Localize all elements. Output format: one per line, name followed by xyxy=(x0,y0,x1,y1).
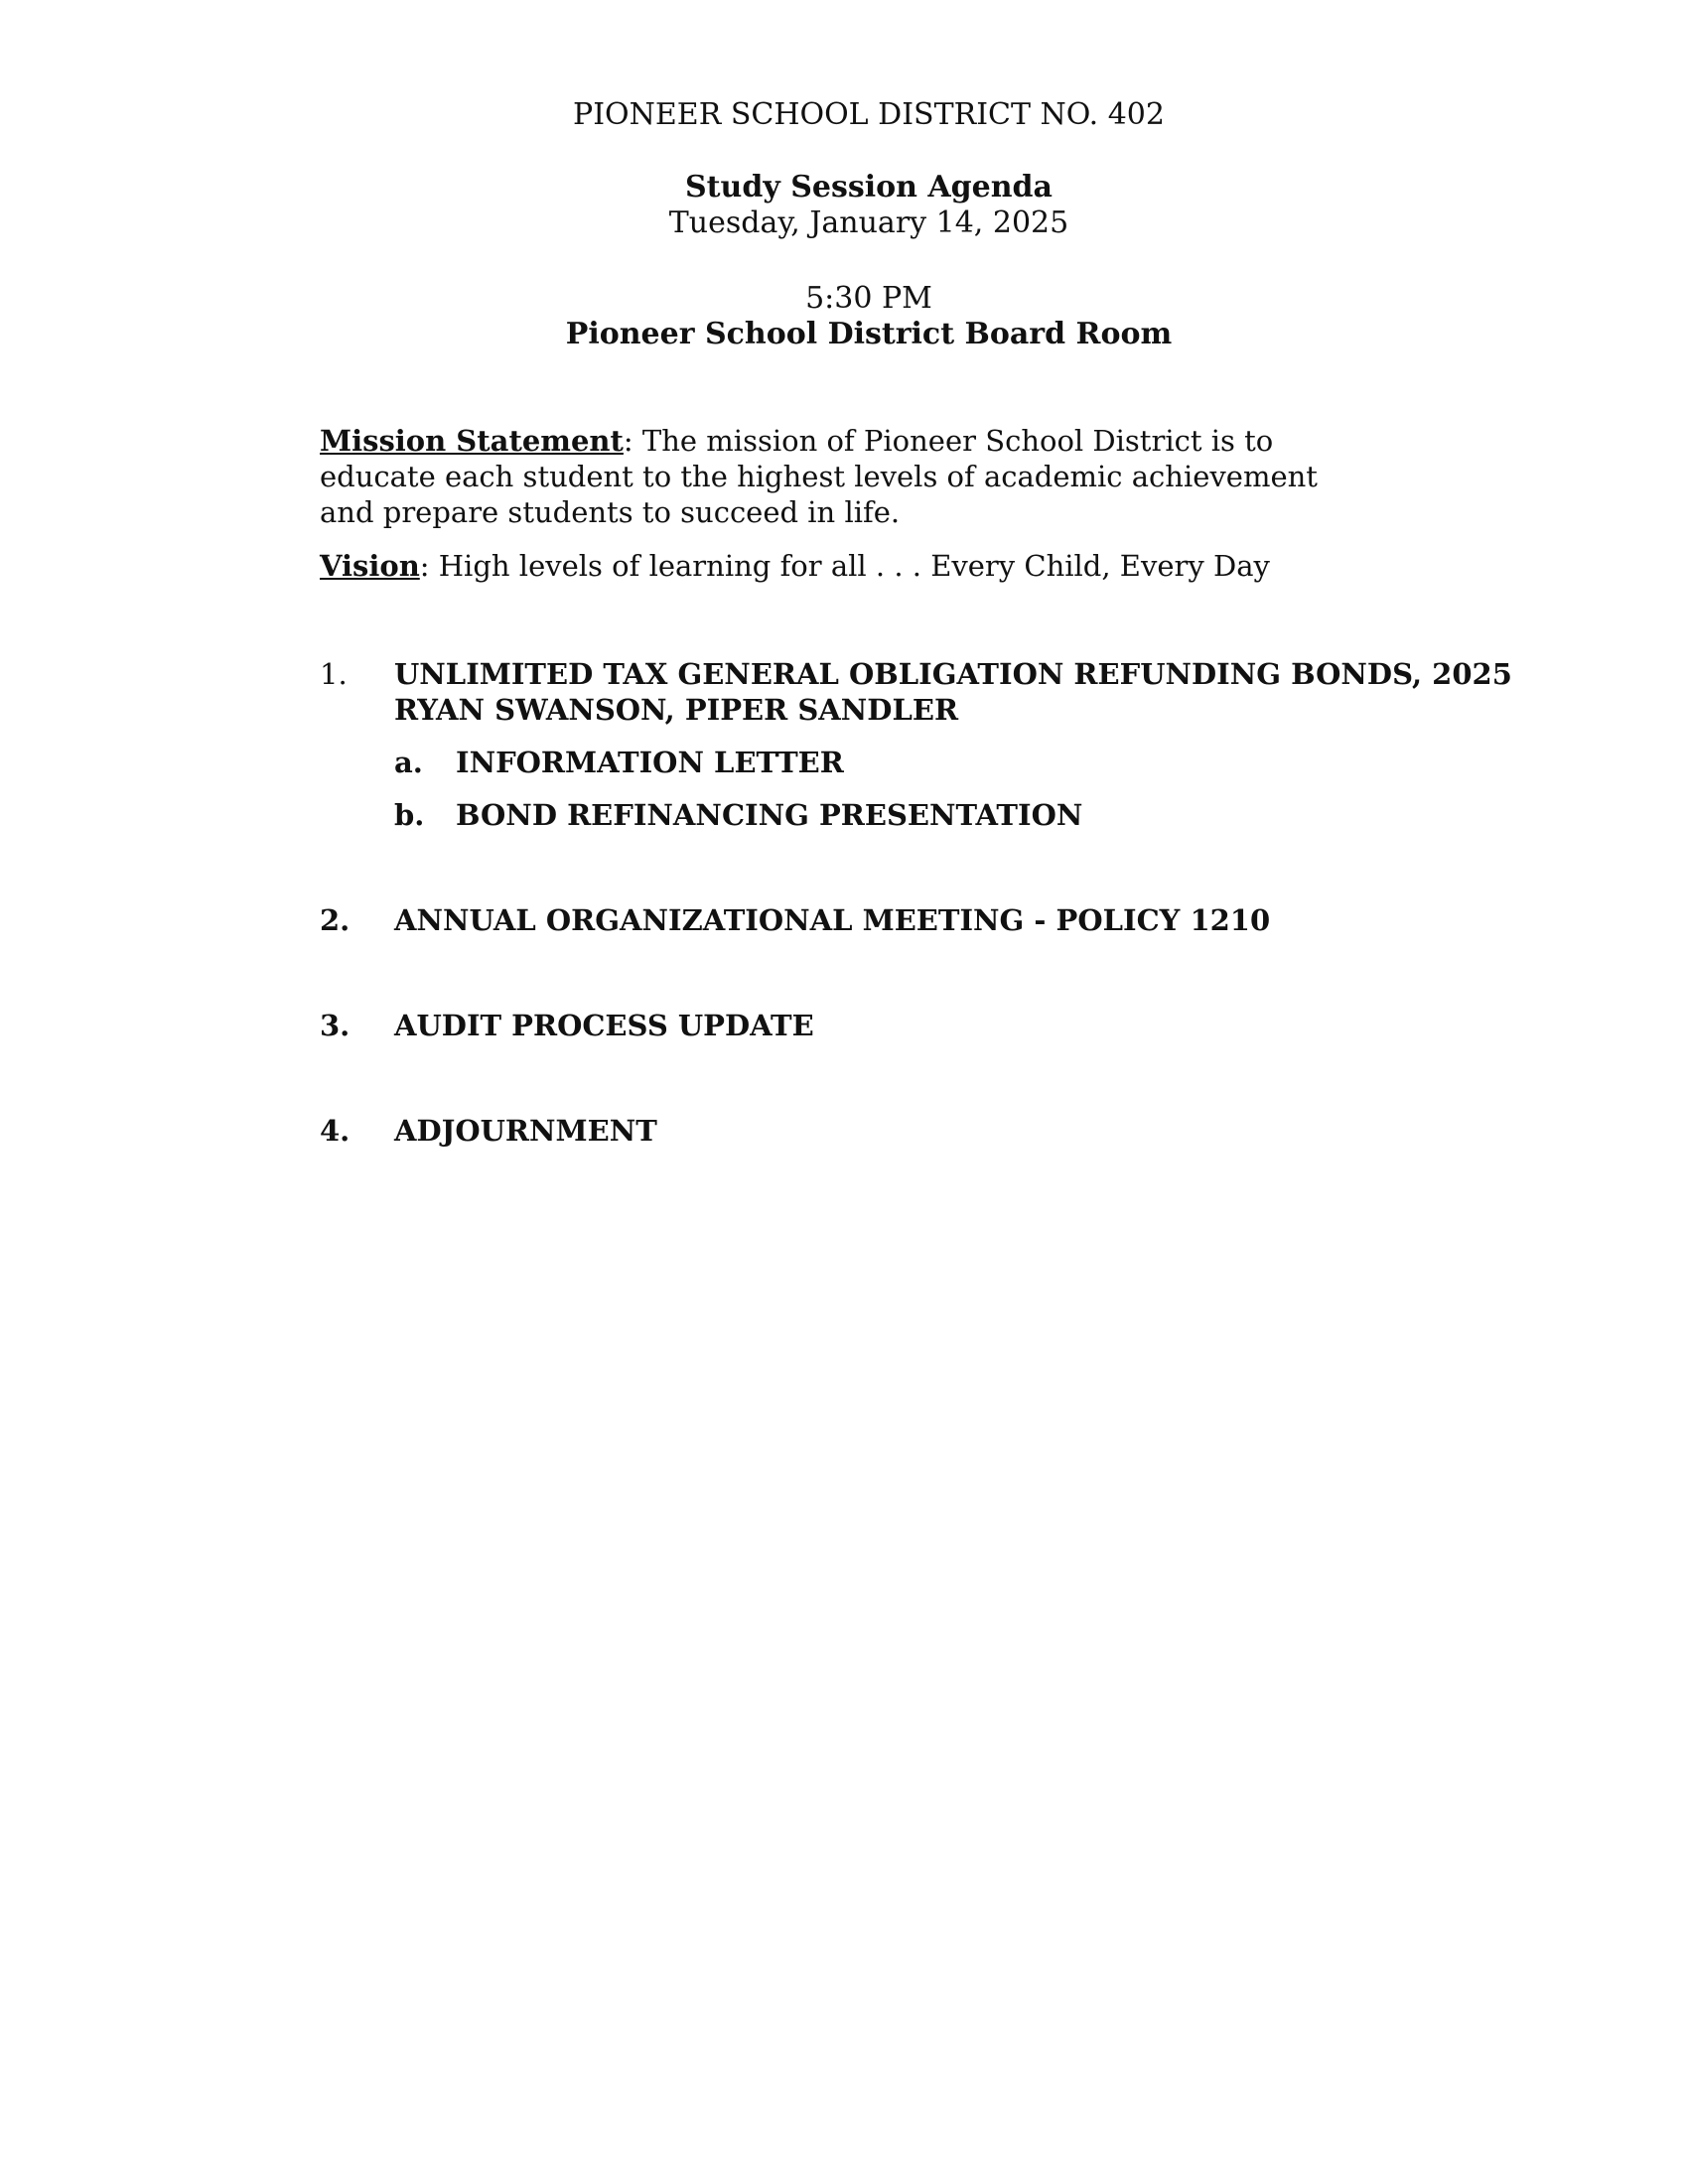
agenda-item-number: 3. xyxy=(320,1009,351,1042)
agenda-item-number: 4. xyxy=(320,1114,351,1148)
mission-statement-text: : The mission of Pioneer School District is to educate each student to the highest levels of academic achievement and prepare students to succeed in life. xyxy=(320,424,1318,529)
agenda-item-title: ANNUAL ORGANIZATIONAL MEETING - POLICY 1210 xyxy=(394,903,1271,937)
vision-label: Vision xyxy=(320,549,420,583)
meeting-type: Study Session Agenda xyxy=(685,170,1053,205)
agenda-subitem-letter: a. xyxy=(394,746,423,779)
meeting-date: Tuesday, January 14, 2025 xyxy=(668,205,1069,240)
meeting-location: Pioneer School District Board Room xyxy=(565,317,1173,351)
agenda-subitem-text: BOND REFINANCING PRESENTATION xyxy=(456,798,1083,832)
agenda-subitem-text: INFORMATION LETTER xyxy=(456,746,844,779)
agenda-item-number: 2. xyxy=(320,903,351,937)
mission-statement-label: Mission Statement xyxy=(320,424,624,458)
district-name: PIONEER SCHOOL DISTRICT NO. 402 xyxy=(573,97,1165,132)
agenda-item-subtitle: RYAN SWANSON, PIPER SANDLER xyxy=(394,693,959,727)
meeting-time: 5:30 PM xyxy=(805,281,932,316)
agenda-subitem-letter: b. xyxy=(394,798,425,832)
vision-text: : High levels of learning for all . . . Every Child, Every Day xyxy=(419,549,1270,583)
agenda-item-title: UNLIMITED TAX GENERAL OBLIGATION REFUNDING BONDS, 2025 xyxy=(394,657,1512,691)
agenda-item-number: 1. xyxy=(320,657,348,691)
agenda-item-title: AUDIT PROCESS UPDATE xyxy=(394,1009,814,1042)
mission-statement xyxy=(320,423,1352,530)
vision-statement xyxy=(320,548,1352,584)
agenda-item-title: ADJOURNMENT xyxy=(394,1114,657,1148)
